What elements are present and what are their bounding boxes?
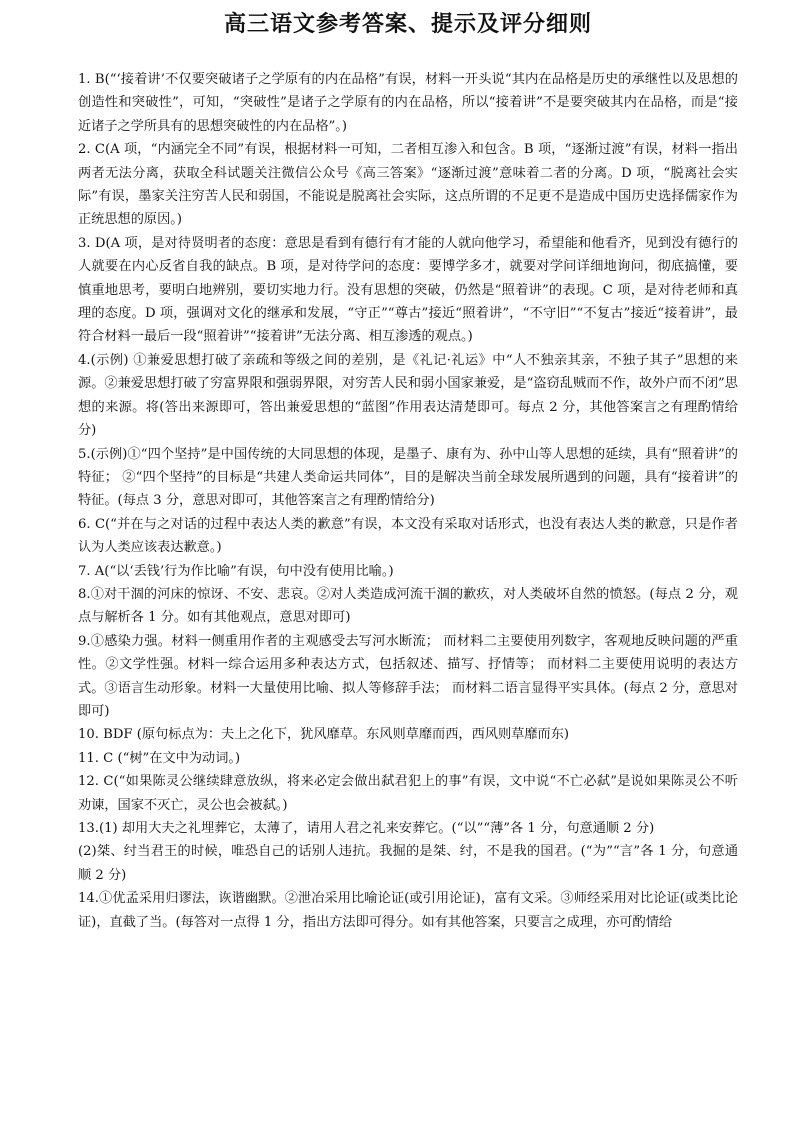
answer-item-4: 4.(示例) ①兼爱思想打破了亲疏和等级之间的差别，是《礼记·礼运》中“人不独亲其亲，不独子其子”思想的来源。②兼爱思想打破了穷富界限和强弱界限，对穷苦人民和弱小国家兼爱，是“盗窃乱贼而不作，故外户而不闭”思想的来源。将(答出来源即可，答出兼爱思想的“蓝图”作用表达清楚即可。每点 2 分，其他答案言之有理酌情给分) <box>78 352 738 439</box>
answer-item-7: 7. A(“以‘丢钱’行为作比喻”有误，句中没有使用比喻。) <box>78 563 394 579</box>
answer-item-10: 10. BDF (原句标点为：夫上之化下，犹风靡草。东风则草靡而西，西风则草靡而东) <box>78 727 570 743</box>
answer-item-12: 12. C(“如果陈灵公继续肆意放纵，将来必定会做出弑君犯上的事”有误，文中说“不亡必弑”是说如果陈灵公不听劝谏，国家不灭亡，灵公也会被弑。) <box>78 774 738 813</box>
answer-item-2: 2. C(A 项，“内涵完全不同”有误，根据材料一可知，二者相互渗入和包含。B 项，“逐渐过渡”有误，材料一指出两者无法分离，获取全科试题关注微信公众号《高三答案》“逐渐过渡”意味着二者的分离。D 项，“脱离社会实际”有误，墨家关注穷苦人民和弱国，不能说是脱离社会实际，这点所谓的不足更不是造成中国历史选择儒家作为正统思想的原因。) <box>78 142 738 228</box>
answer-item-9: 9.①感染力强。材料一侧重用作者的主观感受去写河水断流； 而材料二主要使用列数字，客观地反映问题的严重性。②文学性强。材料一综合运用多种表达方式，包括叙述、描写、抒情等； 而材料二主要使用说明的表达方式。③语言生动形象。材料一大量使用比喻、拟人等修辞手法； 而材料二语言显得平实具体。(每点 2 分，意思对即可) <box>78 633 738 719</box>
answer-item-6: 6. C(“并在与之对话的过程中表达人类的歉意”有误，本文没有采取对话形式，也没有表达人类的歉意，只是作者认为人类应该表达歉意。) <box>78 516 738 556</box>
page-title: 高三语文参考答案、提示及评分细则 <box>223 12 592 37</box>
answer-item-3: 3. D(A 项，是对待贤明者的态度：意思是看到有德行有才能的人就向他学习，希望能和他看齐，见到没有德行的人就要在内心反省自我的缺点。B 项，是对待学问的态度：要博学多才，就要对学问详细地询问，彻底搞懂，要慎重地思考，要明白地辨别，要切实地力行。没有思想的突破，仍然是“照着讲”的表现。C 项，是对待老师和真理的态度。D 项，强调对文化的继承和发展，“守正”“尊古”接近“照着讲”，“不守旧”“不复古”接近“接着讲”，最符合材料一最后一段“照着讲”“接着讲”无法分离、相互渗透的观点。) <box>78 235 738 345</box>
answer-item-8: 8.①对干涸的河床的惊讶、不安、悲哀。②对人类造成河流干涸的歉疚，对人类破坏自然的愤怒。(每点 2 分，观点与解析各 1 分。如有其他观点，意思对即可) <box>78 586 738 626</box>
answer-item-13-2: (2)桀、纣当君王的时候，唯恐自己的话别人违抗。我掘的是桀、纣，不是我的国君。(“为”“言”各 1 分，句意通顺 2 分) <box>78 844 739 883</box>
answer-item-13-1: 13.(1) 却用大夫之礼埋葬它，太薄了，请用人君之礼来安葬它。(“以”“薄”各 1 分，句意通顺 2 分) <box>78 821 655 836</box>
answer-item-5: 5.(示例)①“四个坚持”是中国传统的大同思想的体现，是墨子、康有为、孙中山等人思想的延续，具有“照着讲”的特征； ②“四个坚持”的目标是“共建人类命运共同体”，目的是解决当前全球发展所遇到的问题，具有“接着讲”的特征。(每点 3 分，意思对即可，其他答案言之有理酌情给分) <box>78 446 738 509</box>
answer-item-1: 1. B(“‘接着讲’不仅要突破诸子之学原有的内在品格”有误，材料一开头说“其内在品格是历史的承继性以及思想的创造性和突破性”，可知，“突破性”是诸子之学原有的内在品格，所以“接着讲”不是要突破其内在品格，而是“接近诸子之学所具有的思想突破性的内在品格”。) <box>78 72 738 134</box>
answer-list <box>78 68 738 934</box>
answer-item-11: 11. C (“树”在文中为动词。) <box>78 750 241 766</box>
answer-item-14: 14.①优孟采用归谬法，诙谐幽默。②泄冶采用比喻论证(或引用论证)，富有文采。③师经采用对比论证(或类比论证)，直截了当。(每答对一点得 1 分，指出方法即可得分。如有其他答案，只要言之成理，亦可酌情给 <box>78 891 738 930</box>
